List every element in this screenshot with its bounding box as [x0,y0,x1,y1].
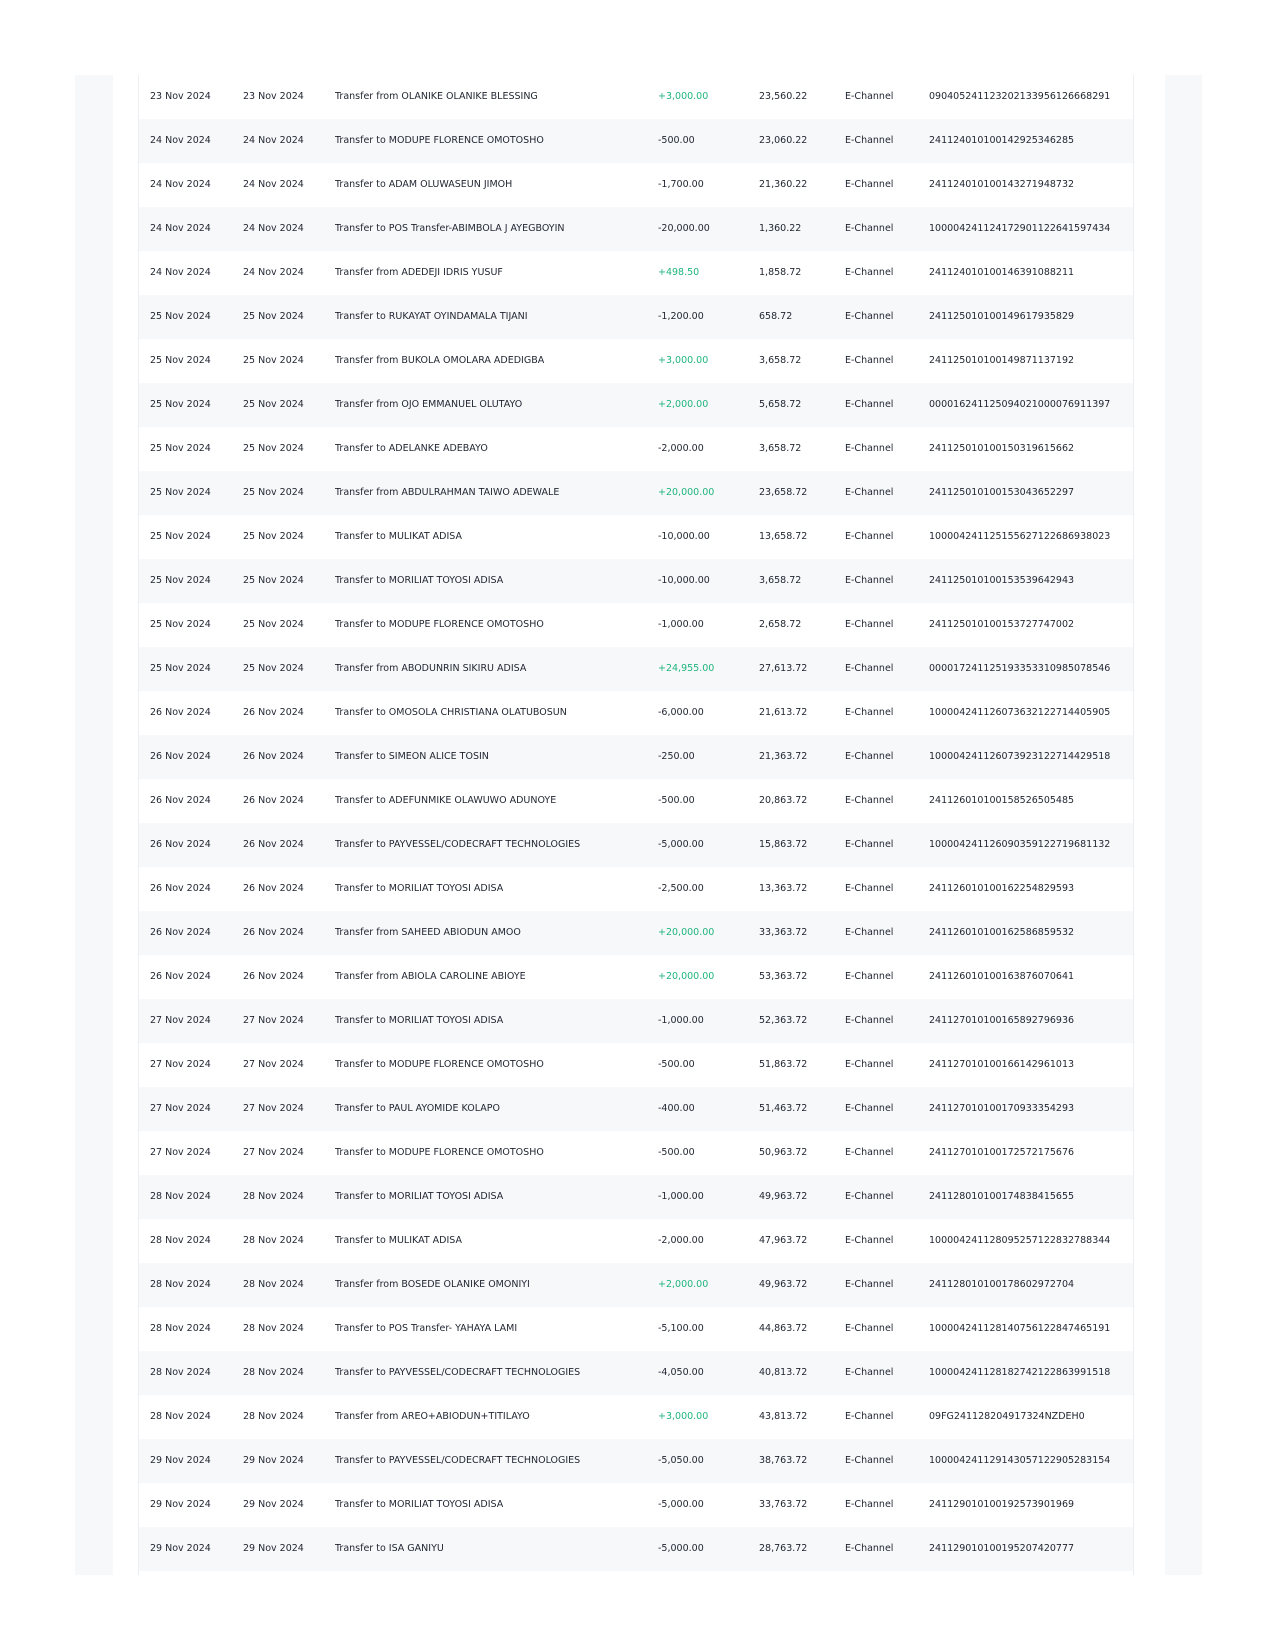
transaction-description: Transfer to OMOSOLA CHRISTIANA OLATUBOSUN [335,707,567,718]
transaction-reference: 241125010100153043652297 [929,487,1075,498]
transaction-amount: -1,000.00 [658,1191,704,1202]
transaction-reference: 241128010100174838415655 [929,1191,1075,1202]
running-balance: 49,963.72 [759,1191,808,1202]
value-date: 29 Nov 2024 [243,1499,304,1510]
running-balance: 49,963.72 [759,1279,808,1290]
page-margin-right [1165,75,1202,1575]
table-row [139,1483,1133,1527]
transaction-date: 26 Nov 2024 [150,971,211,982]
running-balance: 1,858.72 [759,267,802,278]
value-date: 26 Nov 2024 [243,795,304,806]
value-date: 29 Nov 2024 [243,1455,304,1466]
transaction-reference: 100004241126090359122719681132 [929,839,1111,850]
transaction-channel: E-Channel [845,619,894,630]
value-date: 26 Nov 2024 [243,927,304,938]
running-balance: 23,560.22 [759,91,808,102]
transaction-date: 25 Nov 2024 [150,355,211,366]
transaction-reference: 241126010100158526505485 [929,795,1075,806]
transaction-date: 29 Nov 2024 [150,1455,211,1466]
transaction-description: Transfer from BOSEDE OLANIKE OMONIYI [335,1279,530,1290]
transaction-date: 24 Nov 2024 [150,179,211,190]
running-balance: 23,060.22 [759,135,808,146]
table-row [139,163,1133,207]
transaction-description: Transfer to PAYVESSEL/CODECRAFT TECHNOLOGIES [335,1455,581,1466]
table-row [139,1043,1133,1087]
value-date: 28 Nov 2024 [243,1323,304,1334]
transaction-date: 25 Nov 2024 [150,311,211,322]
transaction-table [139,75,1133,1571]
transaction-date: 27 Nov 2024 [150,1059,211,1070]
transaction-channel: E-Channel [845,179,894,190]
value-date: 24 Nov 2024 [243,223,304,234]
table-row [139,955,1133,999]
transaction-description: Transfer to ADAM OLUWASEUN JIMOH [335,179,513,190]
value-date: 25 Nov 2024 [243,619,304,630]
table-row [139,1439,1133,1483]
transaction-amount: +3,000.00 [658,91,709,102]
transaction-date: 26 Nov 2024 [150,839,211,850]
transaction-channel: E-Channel [845,839,894,850]
transaction-channel: E-Channel [845,223,894,234]
transaction-description: Transfer to MODUPE FLORENCE OMOTOSHO [335,135,544,146]
transaction-channel: E-Channel [845,1367,894,1378]
transaction-description: Transfer to ADELANKE ADEBAYO [335,443,488,454]
value-date: 28 Nov 2024 [243,1279,304,1290]
transaction-channel: E-Channel [845,135,894,146]
transaction-channel: E-Channel [845,1323,894,1334]
transaction-description: Transfer to MODUPE FLORENCE OMOTOSHO [335,1059,544,1070]
transaction-channel: E-Channel [845,487,894,498]
table-row [139,867,1133,911]
transaction-channel: E-Channel [845,1191,894,1202]
transaction-amount: -1,000.00 [658,619,704,630]
running-balance: 23,658.72 [759,487,808,498]
transaction-channel: E-Channel [845,1147,894,1158]
running-balance: 53,363.72 [759,971,808,982]
transaction-description: Transfer to POS Transfer-ABIMBOLA J AYEGBOYIN [335,223,565,234]
transaction-date: 26 Nov 2024 [150,883,211,894]
running-balance: 40,813.72 [759,1367,808,1378]
transaction-date: 25 Nov 2024 [150,619,211,630]
transaction-reference: 000016241125094021000076911397 [929,399,1111,410]
value-date: 27 Nov 2024 [243,1103,304,1114]
transaction-reference: 241124010100142925346285 [929,135,1075,146]
running-balance: 21,363.72 [759,751,808,762]
value-date: 28 Nov 2024 [243,1235,304,1246]
table-row [139,1219,1133,1263]
transaction-amount: +3,000.00 [658,355,709,366]
table-row [139,559,1133,603]
transaction-channel: E-Channel [845,751,894,762]
running-balance: 43,813.72 [759,1411,808,1422]
transaction-amount: -250.00 [658,751,695,762]
transaction-channel: E-Channel [845,267,894,278]
transaction-description: Transfer from AREO+ABIODUN+TITILAYO [335,1411,530,1422]
transaction-channel: E-Channel [845,971,894,982]
transaction-description: Transfer to MORILIAT TOYOSI ADISA [335,883,504,894]
table-row [139,339,1133,383]
table-row [139,1263,1133,1307]
transaction-reference: 241128010100178602972704 [929,1279,1075,1290]
transaction-description: Transfer to ADEFUNMIKE OLAWUWO ADUNOYE [335,795,557,806]
transaction-reference: 241125010100153727747002 [929,619,1075,630]
transaction-date: 27 Nov 2024 [150,1103,211,1114]
running-balance: 2,658.72 [759,619,802,630]
table-row [139,295,1133,339]
transaction-channel: E-Channel [845,1103,894,1114]
transaction-amount: -500.00 [658,1059,695,1070]
transaction-reference: 241127010100166142961013 [929,1059,1075,1070]
value-date: 26 Nov 2024 [243,971,304,982]
running-balance: 3,658.72 [759,575,802,586]
value-date: 27 Nov 2024 [243,1147,304,1158]
table-row [139,1395,1133,1439]
transaction-date: 28 Nov 2024 [150,1411,211,1422]
transaction-date: 26 Nov 2024 [150,707,211,718]
transaction-description: Transfer to MULIKAT ADISA [335,531,462,542]
value-date: 25 Nov 2024 [243,487,304,498]
transaction-date: 28 Nov 2024 [150,1323,211,1334]
table-row [139,647,1133,691]
table-row [139,603,1133,647]
running-balance: 13,363.72 [759,883,808,894]
transaction-reference: 100004241126073632122714405905 [929,707,1111,718]
table-row [139,471,1133,515]
transaction-reference: 241125010100150319615662 [929,443,1075,454]
transaction-channel: E-Channel [845,399,894,410]
transaction-reference: 241126010100162586859532 [929,927,1075,938]
running-balance: 1,360.22 [759,223,802,234]
transaction-description: Transfer from OLANIKE OLANIKE BLESSING [335,91,538,102]
transaction-channel: E-Channel [845,91,894,102]
transaction-amount: +20,000.00 [658,487,715,498]
transaction-amount: -5,000.00 [658,1543,704,1554]
transaction-channel: E-Channel [845,883,894,894]
transaction-amount: +3,000.00 [658,1411,709,1422]
transaction-channel: E-Channel [845,1279,894,1290]
transaction-channel: E-Channel [845,1015,894,1026]
table-row [139,1527,1133,1571]
transaction-date: 24 Nov 2024 [150,267,211,278]
value-date: 28 Nov 2024 [243,1411,304,1422]
transaction-amount: -4,050.00 [658,1367,704,1378]
transaction-date: 26 Nov 2024 [150,751,211,762]
transaction-date: 29 Nov 2024 [150,1499,211,1510]
transaction-date: 28 Nov 2024 [150,1279,211,1290]
transaction-description: Transfer from OJO EMMANUEL OLUTAYO [335,399,523,410]
transaction-date: 24 Nov 2024 [150,223,211,234]
transaction-amount: +24,955.00 [658,663,715,674]
transaction-date: 25 Nov 2024 [150,443,211,454]
table-row [139,911,1133,955]
running-balance: 50,963.72 [759,1147,808,1158]
transaction-date: 27 Nov 2024 [150,1147,211,1158]
transaction-reference: 241124010100146391088211 [929,267,1075,278]
table-row [139,251,1133,295]
running-balance: 658.72 [759,311,793,322]
running-balance: 33,763.72 [759,1499,808,1510]
transaction-amount: -400.00 [658,1103,695,1114]
value-date: 24 Nov 2024 [243,267,304,278]
table-row [139,735,1133,779]
transaction-channel: E-Channel [845,531,894,542]
value-date: 23 Nov 2024 [243,91,304,102]
page-margin-left [75,75,113,1575]
transaction-reference: 241127010100170933354293 [929,1103,1075,1114]
table-row [139,515,1133,559]
running-balance: 21,360.22 [759,179,808,190]
transaction-description: Transfer to POS Transfer- YAHAYA LAMI [335,1323,518,1334]
transaction-amount: -500.00 [658,795,695,806]
transaction-amount: +2,000.00 [658,399,709,410]
value-date: 24 Nov 2024 [243,135,304,146]
transaction-reference: 090405241123202133956126668291 [929,91,1111,102]
running-balance: 28,763.72 [759,1543,808,1554]
transaction-description: Transfer from ABDULRAHMAN TAIWO ADEWALE [335,487,560,498]
transaction-description: Transfer to MODUPE FLORENCE OMOTOSHO [335,1147,544,1158]
transaction-date: 28 Nov 2024 [150,1191,211,1202]
transaction-amount: +20,000.00 [658,971,715,982]
table-row [139,691,1133,735]
value-date: 28 Nov 2024 [243,1191,304,1202]
transaction-channel: E-Channel [845,707,894,718]
transaction-reference: 241125010100149617935829 [929,311,1075,322]
transaction-reference: 241125010100153539642943 [929,575,1075,586]
transaction-amount: +498.50 [658,267,700,278]
transaction-channel: E-Channel [845,927,894,938]
running-balance: 15,863.72 [759,839,808,850]
transaction-date: 25 Nov 2024 [150,663,211,674]
value-date: 25 Nov 2024 [243,399,304,410]
value-date: 25 Nov 2024 [243,663,304,674]
transaction-reference: 241127010100165892796936 [929,1015,1075,1026]
transaction-description: Transfer from ABODUNRIN SIKIRU ADISA [335,663,527,674]
running-balance: 51,863.72 [759,1059,808,1070]
running-balance: 20,863.72 [759,795,808,806]
running-balance: 33,363.72 [759,927,808,938]
transaction-date: 29 Nov 2024 [150,1543,211,1554]
table-row [139,1351,1133,1395]
running-balance: 47,963.72 [759,1235,808,1246]
transaction-reference: 241125010100149871137192 [929,355,1075,366]
transaction-reference: 241127010100172572175676 [929,1147,1075,1158]
transaction-channel: E-Channel [845,1411,894,1422]
transaction-amount: +2,000.00 [658,1279,709,1290]
transaction-reference: 100004241124172901122641597434 [929,223,1111,234]
transaction-channel: E-Channel [845,663,894,674]
transaction-amount: -2,500.00 [658,883,704,894]
transaction-channel: E-Channel [845,1543,894,1554]
transaction-channel: E-Channel [845,1235,894,1246]
transaction-date: 26 Nov 2024 [150,927,211,938]
transaction-date: 26 Nov 2024 [150,795,211,806]
running-balance: 21,613.72 [759,707,808,718]
value-date: 24 Nov 2024 [243,179,304,190]
transaction-date: 25 Nov 2024 [150,487,211,498]
transaction-channel: E-Channel [845,311,894,322]
transaction-channel: E-Channel [845,443,894,454]
value-date: 29 Nov 2024 [243,1543,304,1554]
transaction-channel: E-Channel [845,1455,894,1466]
transaction-amount: -20,000.00 [658,223,710,234]
transaction-reference: 09FG241128204917324NZDEH0 [929,1411,1085,1422]
transaction-amount: -2,000.00 [658,1235,704,1246]
table-row [139,75,1133,119]
value-date: 25 Nov 2024 [243,531,304,542]
transaction-description: Transfer from SAHEED ABIODUN AMOO [335,927,521,938]
transaction-amount: -10,000.00 [658,531,710,542]
table-row [139,383,1133,427]
transaction-amount: -6,000.00 [658,707,704,718]
table-row [139,1175,1133,1219]
transaction-amount: -10,000.00 [658,575,710,586]
transaction-amount: -500.00 [658,1147,695,1158]
transaction-date: 23 Nov 2024 [150,91,211,102]
transaction-channel: E-Channel [845,795,894,806]
transaction-reference: 100004241128182742122863991518 [929,1367,1111,1378]
transaction-reference: 100004241128140756122847465191 [929,1323,1111,1334]
transaction-date: 25 Nov 2024 [150,399,211,410]
transaction-description: Transfer to ISA GANIYU [335,1543,444,1554]
running-balance: 44,863.72 [759,1323,808,1334]
transaction-amount: -5,050.00 [658,1455,704,1466]
transaction-description: Transfer to MULIKAT ADISA [335,1235,462,1246]
value-date: 25 Nov 2024 [243,311,304,322]
value-date: 27 Nov 2024 [243,1015,304,1026]
running-balance: 51,463.72 [759,1103,808,1114]
transaction-amount: -1,700.00 [658,179,704,190]
transaction-amount: +20,000.00 [658,927,715,938]
transaction-reference: 100004241125155627122686938023 [929,531,1111,542]
value-date: 26 Nov 2024 [243,751,304,762]
running-balance: 5,658.72 [759,399,802,410]
transaction-description: Transfer to MORILIAT TOYOSI ADISA [335,575,504,586]
transaction-description: Transfer to PAUL AYOMIDE KOLAPO [335,1103,500,1114]
running-balance: 27,613.72 [759,663,808,674]
transaction-amount: -1,200.00 [658,311,704,322]
transaction-description: Transfer to RUKAYAT OYINDAMALA TIJANI [335,311,528,322]
transaction-description: Transfer from ADEDEJI IDRIS YUSUF [335,267,503,278]
transaction-reference: 000017241125193353310985078546 [929,663,1111,674]
table-row [139,779,1133,823]
table-row [139,119,1133,163]
transaction-date: 24 Nov 2024 [150,135,211,146]
value-date: 26 Nov 2024 [243,839,304,850]
value-date: 26 Nov 2024 [243,883,304,894]
transaction-date: 28 Nov 2024 [150,1367,211,1378]
transaction-description: Transfer to MORILIAT TOYOSI ADISA [335,1191,504,1202]
value-date: 26 Nov 2024 [243,707,304,718]
running-balance: 52,363.72 [759,1015,808,1026]
table-row [139,1087,1133,1131]
value-date: 25 Nov 2024 [243,443,304,454]
running-balance: 38,763.72 [759,1455,808,1466]
transaction-channel: E-Channel [845,575,894,586]
transaction-amount: -5,000.00 [658,839,704,850]
transaction-channel: E-Channel [845,1499,894,1510]
value-date: 25 Nov 2024 [243,355,304,366]
transaction-reference: 241126010100162254829593 [929,883,1075,894]
value-date: 25 Nov 2024 [243,575,304,586]
transaction-amount: -5,000.00 [658,1499,704,1510]
running-balance: 3,658.72 [759,355,802,366]
transaction-reference: 100004241126073923122714429518 [929,751,1111,762]
transaction-reference: 241129010100195207420777 [929,1543,1075,1554]
value-date: 27 Nov 2024 [243,1059,304,1070]
transaction-amount: -5,100.00 [658,1323,704,1334]
transaction-amount: -500.00 [658,135,695,146]
table-row [139,823,1133,867]
transaction-channel: E-Channel [845,355,894,366]
table-row [139,1131,1133,1175]
transaction-description: Transfer to PAYVESSEL/CODECRAFT TECHNOLOGIES [335,1367,581,1378]
running-balance: 13,658.72 [759,531,808,542]
transaction-description: Transfer to MODUPE FLORENCE OMOTOSHO [335,619,544,630]
transaction-reference: 241124010100143271948732 [929,179,1075,190]
transaction-description: Transfer to PAYVESSEL/CODECRAFT TECHNOLOGIES [335,839,581,850]
transaction-amount: -1,000.00 [658,1015,704,1026]
transaction-reference: 241129010100192573901969 [929,1499,1075,1510]
transaction-date: 25 Nov 2024 [150,531,211,542]
transaction-date: 25 Nov 2024 [150,575,211,586]
transaction-reference: 241126010100163876070641 [929,971,1075,982]
transaction-description: Transfer to MORILIAT TOYOSI ADISA [335,1015,504,1026]
table-row [139,1307,1133,1351]
transaction-description: Transfer to SIMEON ALICE TOSIN [335,751,489,762]
value-date: 28 Nov 2024 [243,1367,304,1378]
transaction-channel: E-Channel [845,1059,894,1070]
table-row [139,207,1133,251]
table-row [139,427,1133,471]
transaction-amount: -2,000.00 [658,443,704,454]
transaction-date: 27 Nov 2024 [150,1015,211,1026]
running-balance: 3,658.72 [759,443,802,454]
transaction-reference: 100004241129143057122905283154 [929,1455,1111,1466]
statement-sheet [138,75,1134,1575]
transaction-date: 28 Nov 2024 [150,1235,211,1246]
transaction-reference: 100004241128095257122832788344 [929,1235,1111,1246]
transaction-description: Transfer to MORILIAT TOYOSI ADISA [335,1499,504,1510]
table-row [139,999,1133,1043]
transaction-description: Transfer from BUKOLA OMOLARA ADEDIGBA [335,355,545,366]
transaction-description: Transfer from ABIOLA CAROLINE ABIOYE [335,971,526,982]
